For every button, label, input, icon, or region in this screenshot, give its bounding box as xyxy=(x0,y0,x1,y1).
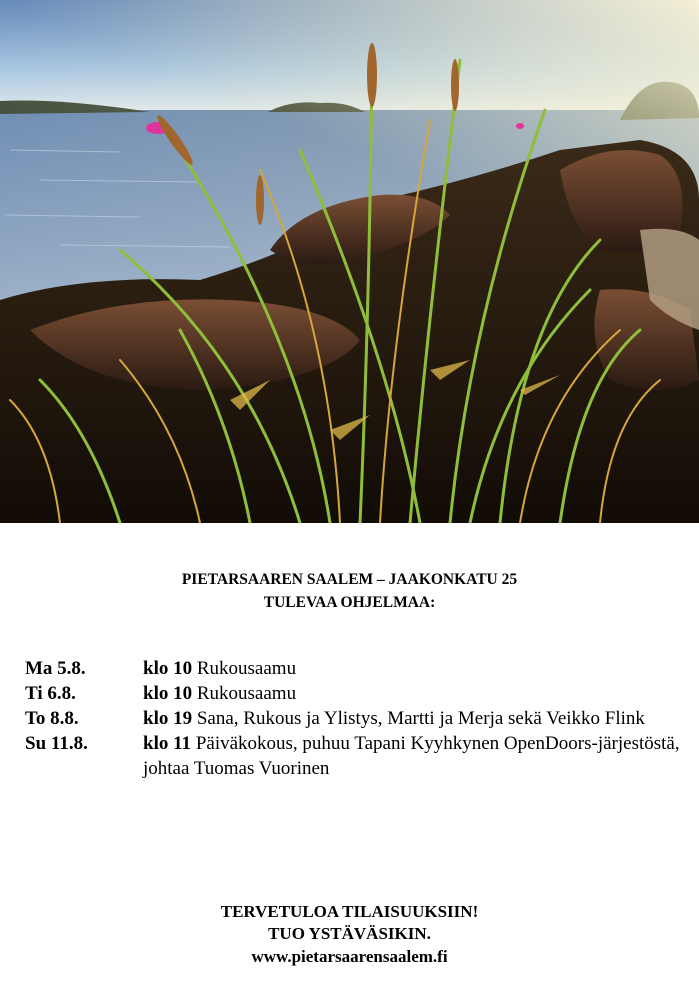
schedule-list xyxy=(25,656,685,781)
page-subtitle: TULEVAA OHJELMAA: xyxy=(263,594,436,611)
schedule-text: Sana, Rukous ja Ylistys, Martti ja Merja sekä Veikko Flink xyxy=(196,708,645,729)
schedule-row xyxy=(25,706,685,731)
schedule-description xyxy=(143,656,685,681)
schedule-time: klo 11 xyxy=(143,733,192,754)
schedule-description xyxy=(143,681,685,706)
schedule-day: To 8.8. xyxy=(25,708,79,729)
page-title: PIETARSAAREN SAALEM – JAAKONKATU 25 xyxy=(181,571,518,588)
schedule-description xyxy=(143,731,685,781)
schedule-row xyxy=(25,681,685,706)
schedule-row xyxy=(25,731,685,781)
schedule-day: Ti 6.8. xyxy=(25,683,76,704)
welcome-text: TERVETULOA TILAISUUKSIIN! xyxy=(220,902,479,921)
schedule-row xyxy=(25,656,685,681)
schedule-day: Ma 5.8. xyxy=(25,658,86,679)
schedule-text: Päiväkokous, puhuu Tapani Kyyhkynen OpenDoors-järjestöstä, johtaa Tuomas Vuorinen xyxy=(143,733,680,779)
schedule-text: Rukousaamu xyxy=(196,658,297,679)
schedule-day: Su 11.8. xyxy=(25,733,88,754)
schedule-text: Rukousaamu xyxy=(196,683,297,704)
website-link[interactable]: www.pietarsaarensaalem.fi xyxy=(251,947,448,966)
schedule-time: klo 19 xyxy=(143,708,193,729)
schedule-time: klo 10 xyxy=(143,683,193,704)
schedule-description xyxy=(143,706,685,731)
schedule-time: klo 10 xyxy=(143,658,193,679)
invite-text: TUO YSTÄVÄSIKIN. xyxy=(268,924,431,943)
